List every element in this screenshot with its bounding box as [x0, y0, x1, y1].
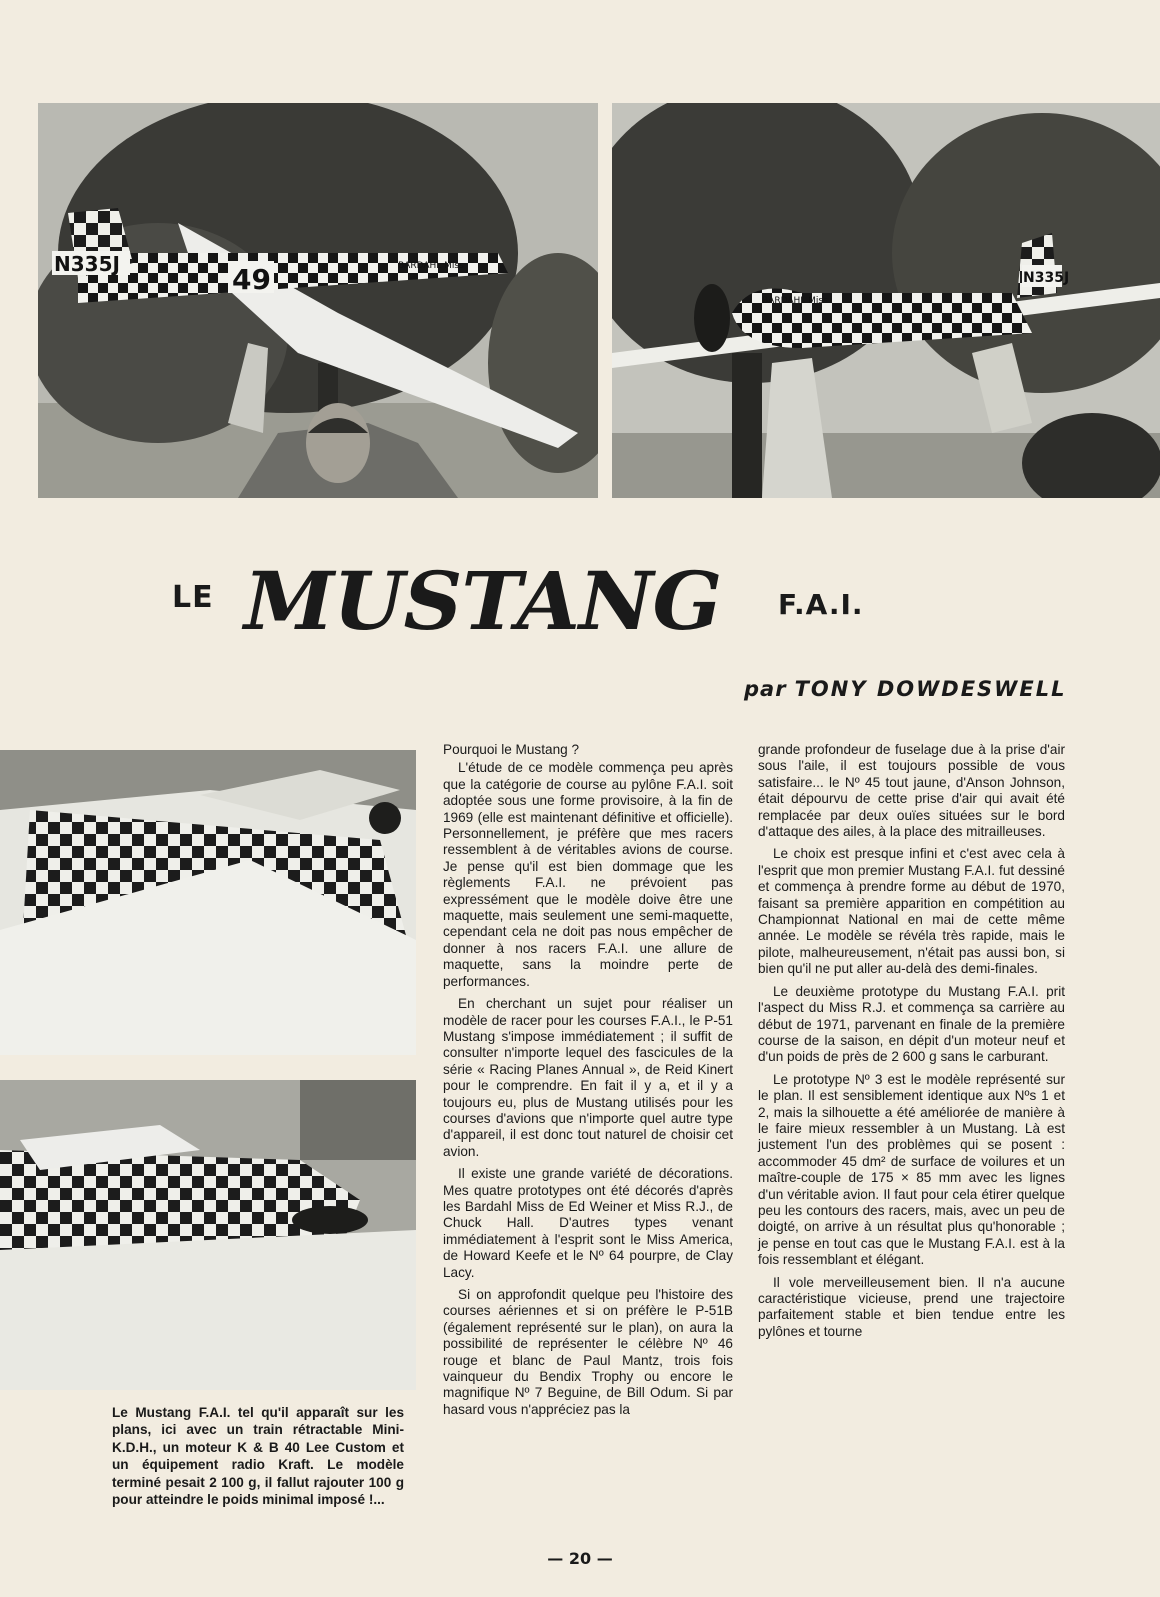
nose-label: BARDAHL Miss	[398, 261, 464, 271]
paragraph: Le prototype Nº 3 est le modèle représenté sur le plan. Il est sensiblement identique aux Nºs 1 et 2, mais la silhouette a été améliorée de manière à le faire mieux ressembler à un Mustang. Là est justement l'un des problèmes qui se posent : accommoder 45 dm² de surface de voilures et un maître-couple de 175 × 85 mm avec les lignes d'un véritable avion. Il faut pour cela étirer quelque peu les contours des racers, mais, avec un peu de doigté, on arrive à un résultat plus qu'honorable ; je pense en tout cas que le Mustang F.A.I. est à la fois ressemblant et élégant.	[758, 1071, 1065, 1268]
text-column-3	[758, 742, 1065, 1346]
photo-launch-image	[38, 103, 598, 498]
photo-held-model	[612, 103, 1160, 498]
racer-number: 49	[232, 263, 271, 296]
byline-par: par	[744, 677, 787, 701]
paragraph-continued: grande profondeur de fuselage due à la prise d'air sous l'aile, il est toujours possible de vous satisfaire... le Nº 45 tout jaune, d'Anson Johnson, était dépourvu de cette prise d'air qui avait été remplacée par deux ouïes situées sur le bord d'attaque des ailes, à la place des mitrailleuses.	[758, 742, 1065, 840]
paragraph: L'étude de ce modèle commença peu après que la catégorie de course au pylône F.A.I. soit adoptée sous une forme provisoire, à la fin de 1969 (elle est maintenant définitive et officielle). Personnellement, je préfère que mes racers ressemblent à de véritables avions de course. Je pense qu'il est bien dommage que les règlements F.A.I. ne prévoient pas expressément que le modèle doive être une maquette, mais seulement une semi-maquette, cependant cela ne doit pas nous empêcher de donner à nos racers F.A.I. une allure de maquette, sans la moindre perte de performances.	[443, 760, 733, 989]
paragraph: En cherchant un sujet pour réaliser un modèle de racer pour les courses F.A.I., le P-51 Mustang s'impose immédiatement ; il suffit de consulter n'importe lequel des fascicules de la série « Racing Planes Annual », de Reid Kinert pour le comprendre. En fait il y a, et il y a toujours eu, plus de Mustang utilisés pour les courses d'avions que n'importe quel autre type d'appareil, il est donc tout naturel de choisir cet avion.	[443, 996, 733, 1159]
title-prefix: LE	[172, 580, 214, 615]
title-suffix: F.A.I.	[778, 588, 864, 621]
byline-author: TONY DOWDESWELL	[794, 677, 1067, 701]
article-title	[0, 554, 1160, 648]
text-column-2	[443, 742, 733, 1424]
paragraph: Il existe une grande variété de décorations. Mes quatre prototypes ont été décorés d'après les Bardahl Miss de Ed Weiner et Miss R.J., de Chuck Hall. D'autres types venant immédiatement à l'esprit sont le Miss America, de Howard Keefe et le Nº 64 pourpre, de Clay Lacy.	[443, 1166, 733, 1280]
nose-label-right: BARDAHL Miss	[762, 296, 828, 306]
photo-wing-closeup	[0, 750, 416, 1055]
tail-registration: N335J	[1023, 270, 1070, 286]
byline	[744, 677, 1066, 701]
fuselage-registration: N335J	[54, 252, 120, 276]
paragraph: Le choix est presque infini et c'est avec cela à l'esprit que mon premier Mustang F.A.I. fut dessiné et commença à prendre forme au début de 1970, faisant sa première apparition en compétition au Championnat National en mai de cette même année. Le modèle se révéla très rapide, mais le pilote, malheureusement, n'était pas aussi bon, si bien qu'il ne put aller au-delà des demi-finales.	[758, 846, 1065, 977]
photo-caption: Le Mustang F.A.I. tel qu'il apparaît sur les plans, ici avec un train rétractable Mini-K.D.H., un moteur K & B 40 Lee Custom et un équipement radio Kraft. Le modèle terminé pesait 2 100 g, il fallut rajouter 100 g pour atteindre le poids minimal imposé !...	[112, 1405, 404, 1508]
photo-fuselage-closeup	[0, 1080, 416, 1390]
section-heading: Pourquoi le Mustang ?	[443, 742, 580, 757]
photo-fuselage-closeup-image	[0, 1080, 416, 1390]
photo-held-model-image	[612, 103, 1160, 498]
title-main: MUSTANG	[244, 554, 722, 648]
photo-wing-closeup-image	[0, 750, 416, 1055]
paragraph: Il vole merveilleusement bien. Il n'a aucune caractéristique vicieuse, prend une trajectoire parfaitement stable et bien tendue entre les pylônes et tourne	[758, 1274, 1065, 1339]
paragraph: Le deuxième prototype du Mustang F.A.I. prit l'aspect du Miss R.J. et commença sa carrière au début de 1971, parvenant en finale de la première course de la saison, en dépit d'un moteur neuf et d'un poids de près de 2 600 g sans le carburant.	[758, 983, 1065, 1065]
page-number: — 20 —	[547, 1549, 613, 1568]
photo-launch	[38, 103, 598, 498]
paragraph: Si on approfondit quelque peu l'histoire des courses aériennes et si on préfère le P-51B (également représenté sur le plan), on aura la possibilité de représenter le célèbre Nº 46 rouge et blanc de Paul Mantz, trois fois vainqueur du Bendix Trophy ou encore le magnifique Nº 7 Beguine, de Bill Odum. Si par hasard vous n'appréciez pas la	[443, 1287, 733, 1417]
